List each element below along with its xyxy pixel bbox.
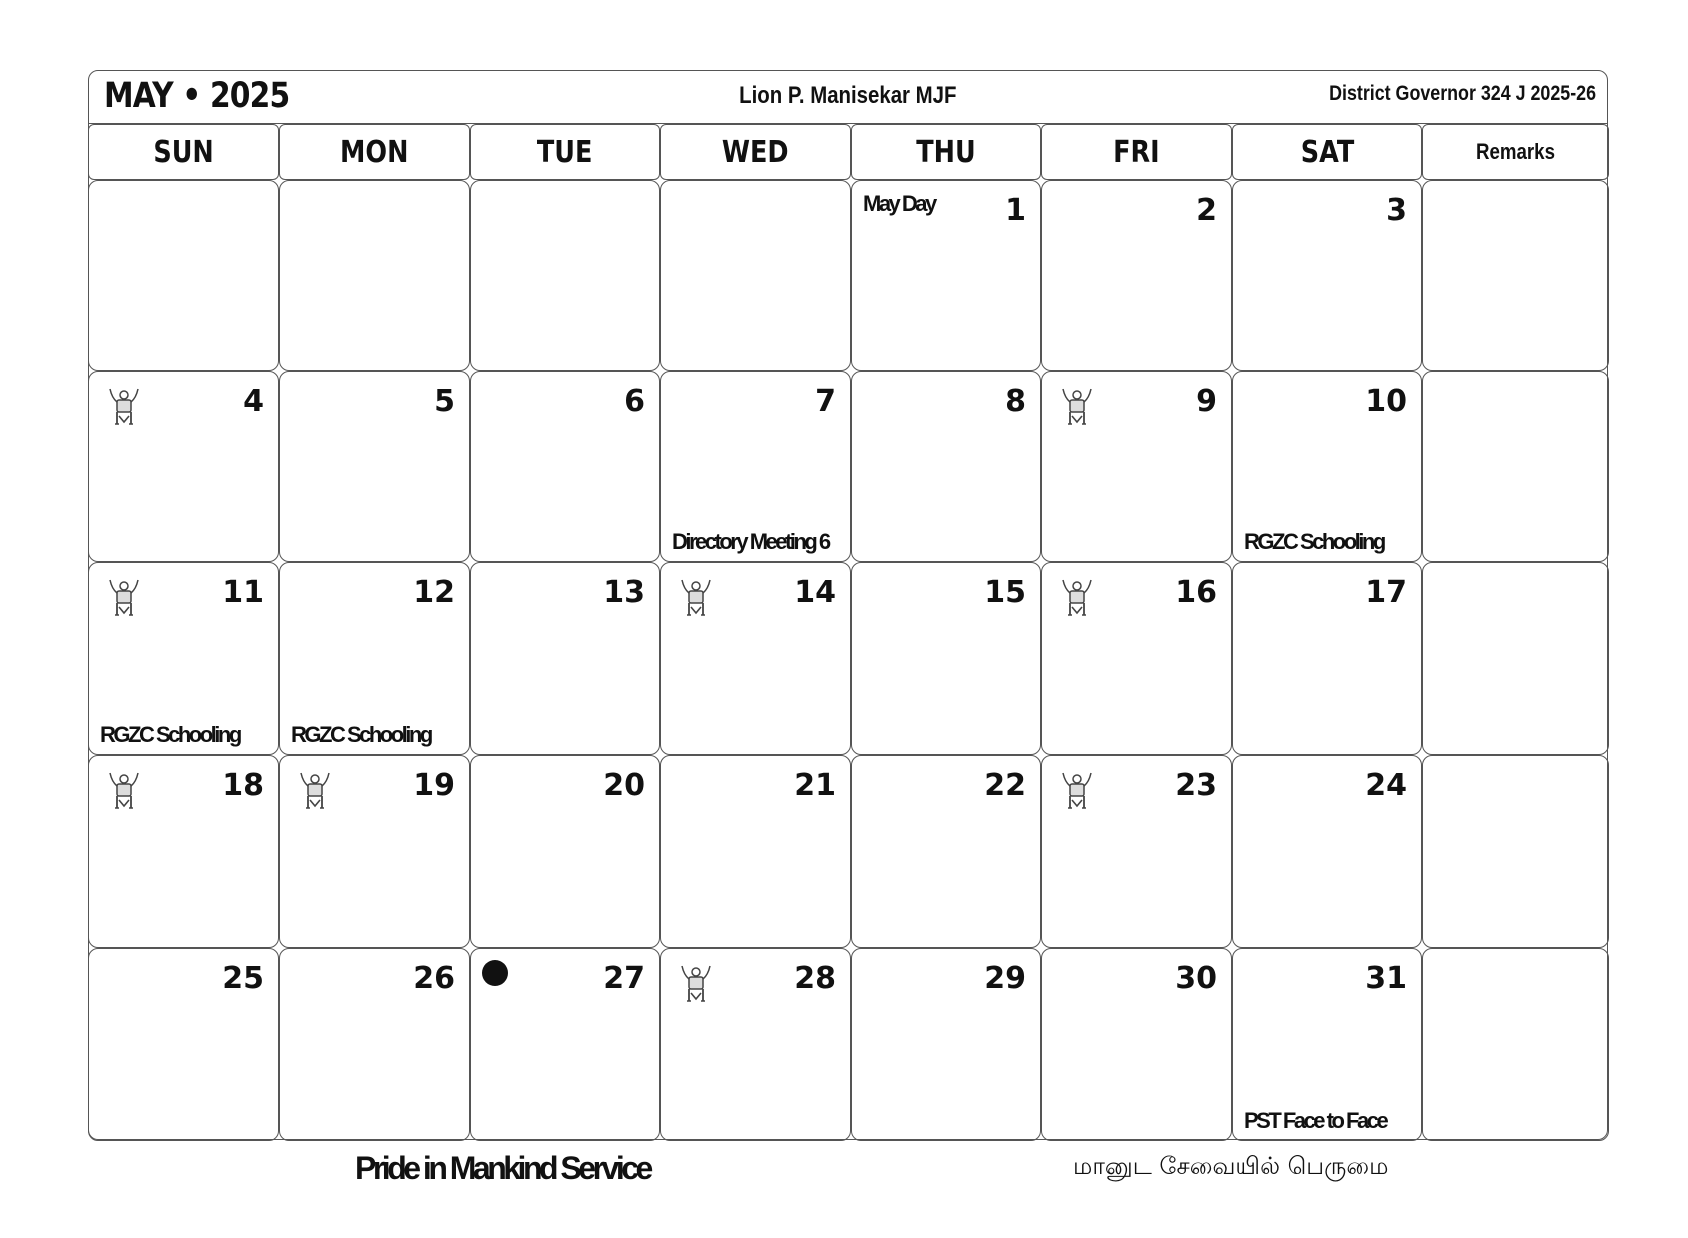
lion-figure-icon [1060, 386, 1094, 426]
day-number: 9 [1196, 384, 1217, 419]
weekday-header-thu [851, 124, 1041, 180]
day-cell [470, 180, 660, 371]
day-number: 23 [1175, 768, 1217, 803]
day-cell [660, 371, 851, 562]
day-cell [279, 562, 470, 755]
header-label: SUN [153, 134, 214, 170]
lion-figure-icon [1060, 770, 1094, 810]
day-number: 31 [1365, 961, 1407, 996]
header-label: FRI [1113, 134, 1160, 170]
day-number: 7 [815, 384, 836, 419]
day-number: 21 [794, 768, 836, 803]
remarks-cell [1422, 371, 1609, 562]
lion-figure-icon [107, 577, 141, 617]
event-label: Directory Meeting 6 [672, 529, 829, 554]
day-cell [1041, 180, 1232, 371]
weekday-header-tue [470, 124, 660, 180]
day-number: 8 [1005, 384, 1026, 419]
calendar-title-bar [88, 70, 1608, 124]
remarks-cell [1422, 755, 1609, 948]
day-cell [1041, 562, 1232, 755]
day-cell [1041, 948, 1232, 1141]
day-cell [279, 371, 470, 562]
lion-figure-icon [107, 770, 141, 810]
day-number: 3 [1386, 193, 1407, 228]
day-number: 14 [794, 575, 836, 610]
header-label: Remarks [1475, 139, 1555, 164]
day-cell [88, 562, 279, 755]
day-number: 27 [603, 961, 645, 996]
day-number: 18 [222, 768, 264, 803]
day-cell [660, 948, 851, 1141]
day-cell [88, 180, 279, 371]
day-number: 6 [624, 384, 645, 419]
event-label: RGZC Schooling [1244, 529, 1384, 554]
header-label: WED [722, 134, 789, 170]
month-year-title: MAY • 2025 [104, 76, 290, 116]
weekday-header-wed [660, 124, 851, 180]
day-number: 19 [413, 768, 455, 803]
weekday-header-fri [1041, 124, 1232, 180]
weekday-header-sun [88, 124, 279, 180]
day-number: 1 [1005, 193, 1026, 228]
remarks-cell [1422, 562, 1609, 755]
event-label: RGZC Schooling [100, 722, 240, 747]
day-cell [660, 755, 851, 948]
remarks-cell [1422, 180, 1609, 371]
day-number: 2 [1196, 193, 1217, 228]
remarks-header [1422, 124, 1609, 180]
day-cell [470, 562, 660, 755]
day-number: 16 [1175, 575, 1217, 610]
header-label: MON [340, 134, 409, 170]
day-cell [1232, 371, 1422, 562]
day-cell [1232, 948, 1422, 1141]
lion-figure-icon [1060, 577, 1094, 617]
lion-figure-icon [679, 577, 713, 617]
day-cell [470, 948, 660, 1141]
day-cell [279, 948, 470, 1141]
day-number: 17 [1365, 575, 1407, 610]
day-cell [1232, 755, 1422, 948]
day-cell [1041, 371, 1232, 562]
day-cell [851, 755, 1041, 948]
day-number: 12 [413, 575, 455, 610]
event-label: May Day [863, 191, 935, 216]
day-number: 11 [222, 575, 264, 610]
event-label: PST Face to Face [1244, 1108, 1387, 1133]
day-number: 26 [413, 961, 455, 996]
day-cell [88, 948, 279, 1141]
day-cell [851, 180, 1041, 371]
day-cell [470, 371, 660, 562]
weekday-header-sat [1232, 124, 1422, 180]
motto-english: Pride in Mankind Service [355, 1150, 650, 1186]
lion-figure-icon [298, 770, 332, 810]
header-label: THU [916, 134, 976, 170]
day-cell [470, 755, 660, 948]
day-number: 29 [984, 961, 1026, 996]
day-number: 13 [603, 575, 645, 610]
day-cell [88, 371, 279, 562]
day-cell [851, 562, 1041, 755]
governor-name: Lion P. Manisekar MJF [739, 82, 957, 109]
day-number: 20 [603, 768, 645, 803]
remarks-cell [1422, 948, 1609, 1141]
governor-position: District Governor 324 J 2025-26 [1329, 82, 1596, 105]
header-label: TUE [537, 134, 593, 170]
day-number: 24 [1365, 768, 1407, 803]
day-cell [1232, 562, 1422, 755]
event-label: RGZC Schooling [291, 722, 431, 747]
day-number: 5 [434, 384, 455, 419]
day-cell [279, 755, 470, 948]
day-number: 25 [222, 961, 264, 996]
day-cell [88, 755, 279, 948]
day-cell [1041, 755, 1232, 948]
day-number: 10 [1365, 384, 1407, 419]
day-number: 22 [984, 768, 1026, 803]
new-moon-icon [482, 960, 508, 986]
day-number: 30 [1175, 961, 1217, 996]
motto-tamil: மானுட சேவையில் பெருமை [1073, 1152, 1389, 1180]
day-cell [279, 180, 470, 371]
day-cell [1232, 180, 1422, 371]
day-cell [660, 180, 851, 371]
lion-figure-icon [107, 386, 141, 426]
day-cell [851, 371, 1041, 562]
day-cell [660, 562, 851, 755]
day-number: 4 [243, 384, 264, 419]
lion-figure-icon [679, 963, 713, 1003]
day-number: 28 [794, 961, 836, 996]
day-number: 15 [984, 575, 1026, 610]
day-cell [851, 948, 1041, 1141]
weekday-header-mon [279, 124, 470, 180]
header-label: SAT [1300, 134, 1354, 170]
